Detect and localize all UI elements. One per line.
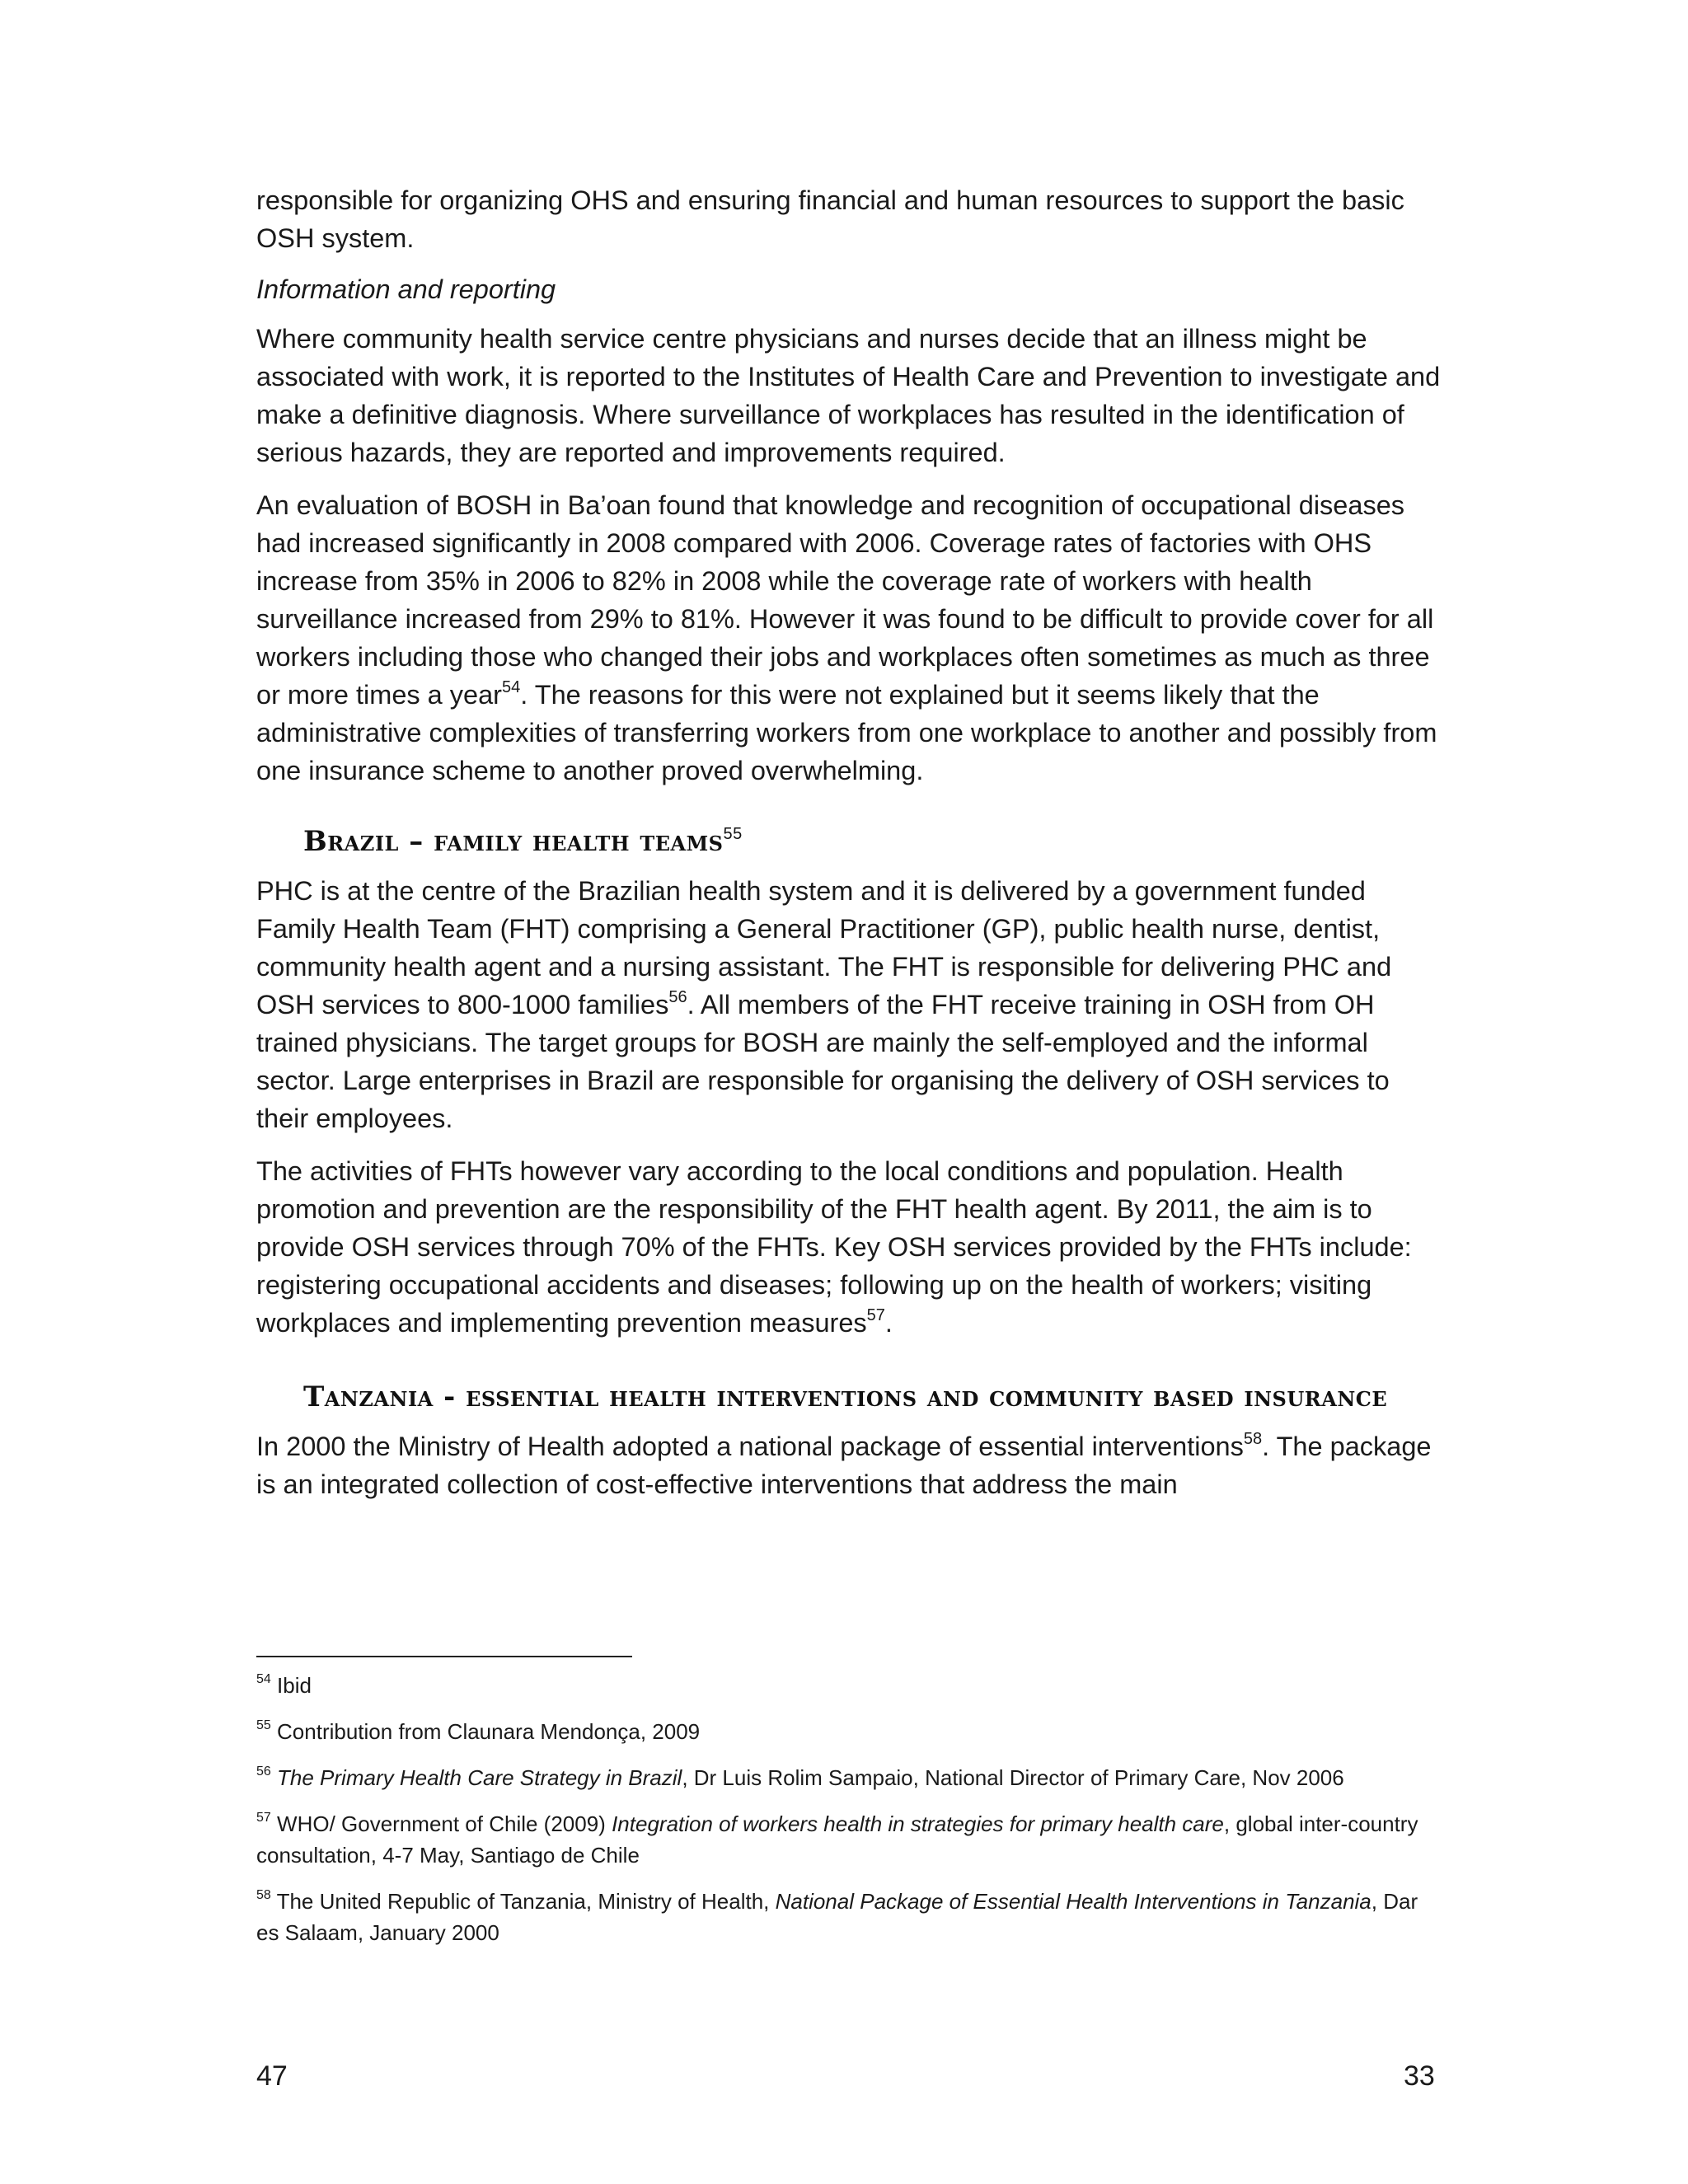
footnote-number: 55 — [256, 1718, 271, 1733]
footnote-ref-54[interactable]: 54 — [502, 678, 521, 697]
tanzania-text-a: In 2000 the Ministry of Health adopted a national package of essential interventions — [256, 1432, 1244, 1461]
footnote-separator — [256, 1656, 632, 1657]
brazil-text-1a: PHC is at the centre of the Brazilian health system and it is delivered by a government funded Family Health Team (FHT) comprising a General Practitioner (GP), public health nurse, dentist, community health agent and a nursing assistant. The FHT is responsible for delivering PHC and OSH services to 800-1000 families — [256, 876, 1392, 1019]
tanzania-text-b: . The package is an integrated collection of cost-effective interventions that address the main — [256, 1432, 1432, 1499]
footnote-text: , Dr Luis Rolim Sampaio, National Director of Primary Care, Nov 2006 — [682, 1765, 1344, 1790]
info-paragraph: Where community health service centre physicians and nurses decide that an illness might be associated with work, it is reported to the Institutes of Health Care and Prevention to investigate and make a definitive diagnosis. Where surveillance of workplaces has resulted in the identification of serious hazards, they are reported and improvements required. — [256, 324, 1441, 467]
footnotes — [256, 1670, 1427, 1963]
footnote-text: , Dar es Salaam, January 2000 — [256, 1889, 1418, 1945]
evaluation-paragraph — [256, 486, 1443, 790]
evaluation-text-1: An evaluation of BOSH in Ba’oan found that knowledge and recognition of occupational diseases had increased significantly in 2008 compared with 2006. Coverage rates of factories with OHS increase from 35% in 2006 to 82% in 2008 while the coverage rate of workers with health surveillance increased from 29% to 81%. However it was found to be difficult to provide cover for all workers including those who changed their jobs and workplaces often sometimes as much as three or more times a year — [256, 490, 1434, 710]
footnote-text-pre: WHO/ Government of Chile (2009) — [277, 1811, 612, 1836]
footnote-ref-57[interactable]: 57 — [866, 1306, 885, 1325]
page-number-right: 33 — [1404, 2060, 1435, 2092]
footnote-54 — [256, 1670, 1427, 1701]
footnote-text-pre: The United Republic of Tanzania, Ministry of Health, — [276, 1889, 776, 1914]
footnote-ref-58[interactable]: 58 — [1243, 1430, 1263, 1449]
brazil-paragraph-2 — [256, 1152, 1443, 1342]
brazil-text-2b: . — [884, 1308, 893, 1338]
footnote-ref-55[interactable]: 55 — [723, 824, 743, 843]
tanzania-paragraph — [256, 1427, 1443, 1503]
body-text — [256, 181, 1443, 1518]
footnote-56 — [256, 1762, 1427, 1793]
footnote-55 — [256, 1716, 1427, 1747]
footnote-number: 58 — [256, 1888, 271, 1903]
subheading-information-reporting: Information and reporting — [256, 274, 556, 304]
footnote-58 — [256, 1886, 1427, 1948]
footnote-title: National Package of Essential Health Interventions in Tanzania — [775, 1889, 1372, 1914]
brazil-paragraph-1 — [256, 872, 1443, 1137]
page-number-left: 47 — [256, 2060, 288, 2092]
brazil-heading-text: Brazil – family health teams — [303, 825, 724, 858]
footnote-title: Integration of workers health in strategies for primary health care — [612, 1811, 1224, 1836]
brazil-text-1b: . All members of the FHT receive training in OSH from OH trained physicians. The target groups for BOSH are mainly the self-employed and the informal sector. Large enterprises in Brazil are responsible for organising the delivery of OSH services to their employees. — [256, 990, 1390, 1133]
footnote-ref-56[interactable]: 56 — [668, 988, 687, 1007]
brazil-text-2a: The activities of FHTs however vary according to the local conditions and population. Health promotion and prevention are the responsibility of the FHT health agent. By 2011, the aim is to provide OSH services through 70% of the FHTs. Key OSH services provided by the FHTs include: registering occupational accidents and diseases; following up on the health of workers; visiting workplaces and implementing prevention measures — [256, 1156, 1412, 1338]
footnote-57 — [256, 1808, 1427, 1871]
footnote-number: 56 — [256, 1765, 271, 1779]
footnote-number: 57 — [256, 1811, 271, 1825]
footnote-text: , global inter-country consultation, 4-7 May, Santiago de Chile — [256, 1811, 1418, 1868]
evaluation-text-2: . The reasons for this were not explained but it seems likely that the administrative complexities of transferring workers from one workplace to another and possibly from one insurance scheme to another proved overwhelming. — [256, 680, 1437, 785]
brazil-heading — [303, 824, 1443, 859]
footnote-text: Contribution from Claunara Mendonça, 2009 — [277, 1719, 701, 1744]
footnote-title: The Primary Health Care Strategy in Brazil — [277, 1765, 682, 1790]
intro-paragraph: responsible for organizing OHS and ensuring financial and human resources to support the basic OSH system. — [256, 185, 1404, 253]
tanzania-heading: Tanzania - essential health interventions and community based insurance — [303, 1380, 1388, 1413]
footnote-text: Ibid — [277, 1673, 312, 1698]
footnote-number: 54 — [256, 1672, 271, 1687]
